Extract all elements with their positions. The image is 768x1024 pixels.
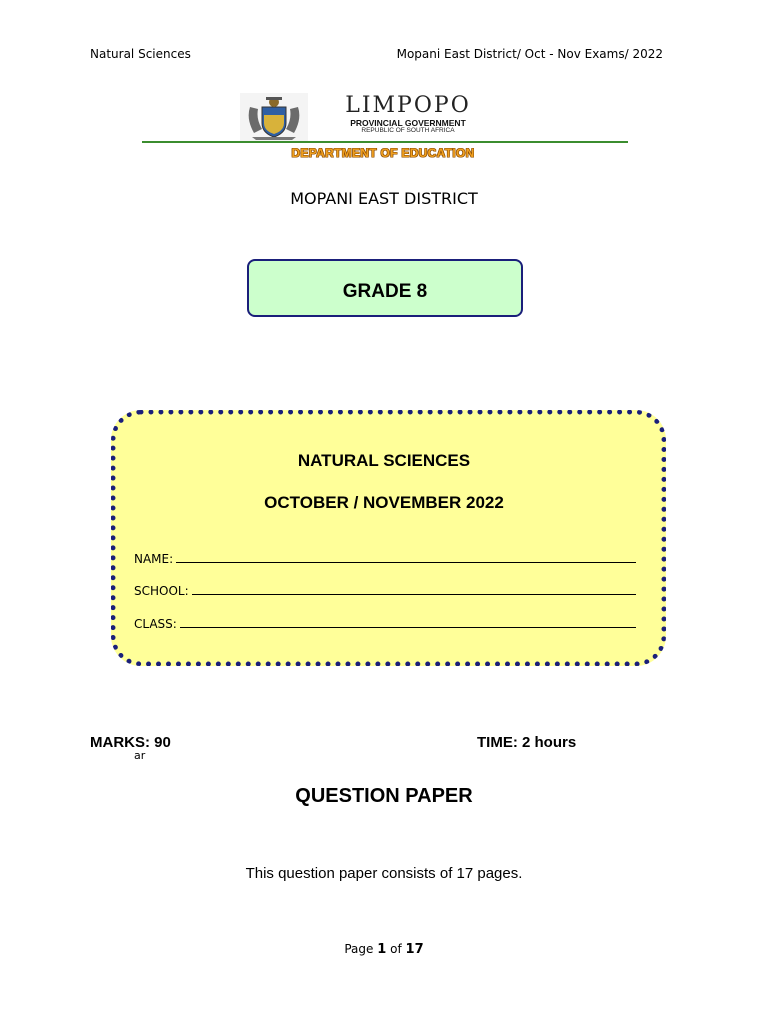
page-total: 17 [405,942,424,957]
logo-title: LIMPOPO [345,93,471,118]
page-number [0,942,768,957]
page-count-statement: This question paper consists of 17 pages. [245,865,523,882]
subject-title: NATURAL SCIENCES [297,451,471,470]
district-title: MOPANI EAST DISTRICT [290,189,478,208]
logo-divider [142,141,628,143]
class-label: CLASS: [134,617,177,631]
marks-note: ar [134,749,146,762]
logo-subtitle: PROVINCIAL GOVERNMENT [350,118,466,128]
name-field[interactable] [134,551,636,566]
limpopo-logo [240,93,490,141]
department-name: DEPARTMENT OF EDUCATION [291,146,475,160]
grade-label: GRADE 8 [342,281,428,302]
logo-country: REPUBLIC OF SOUTH AFRICA [361,127,455,134]
class-field[interactable] [134,616,636,631]
page-current: 1 [377,942,387,957]
header-subject: Natural Sciences [90,47,191,61]
grade-box-content [247,259,523,317]
exam-period: OCTOBER / NOVEMBER 2022 [264,493,504,512]
coat-of-arms-icon [240,93,308,141]
class-line[interactable] [180,616,636,628]
of-word: of [390,942,402,956]
name-label: NAME: [134,552,174,566]
school-field[interactable] [134,583,636,598]
header-district-exam: Mopani East District/ Oct - Nov Exams/ 2022 [396,47,663,61]
marks-label: MARKS: 90 [90,734,171,751]
paper-title: QUESTION PAPER [295,785,473,807]
time-label: TIME: 2 hours [477,734,577,751]
school-label: SCHOOL: [134,584,189,598]
page-word: Page [344,942,374,956]
name-line[interactable] [176,551,636,563]
school-line[interactable] [192,583,636,595]
